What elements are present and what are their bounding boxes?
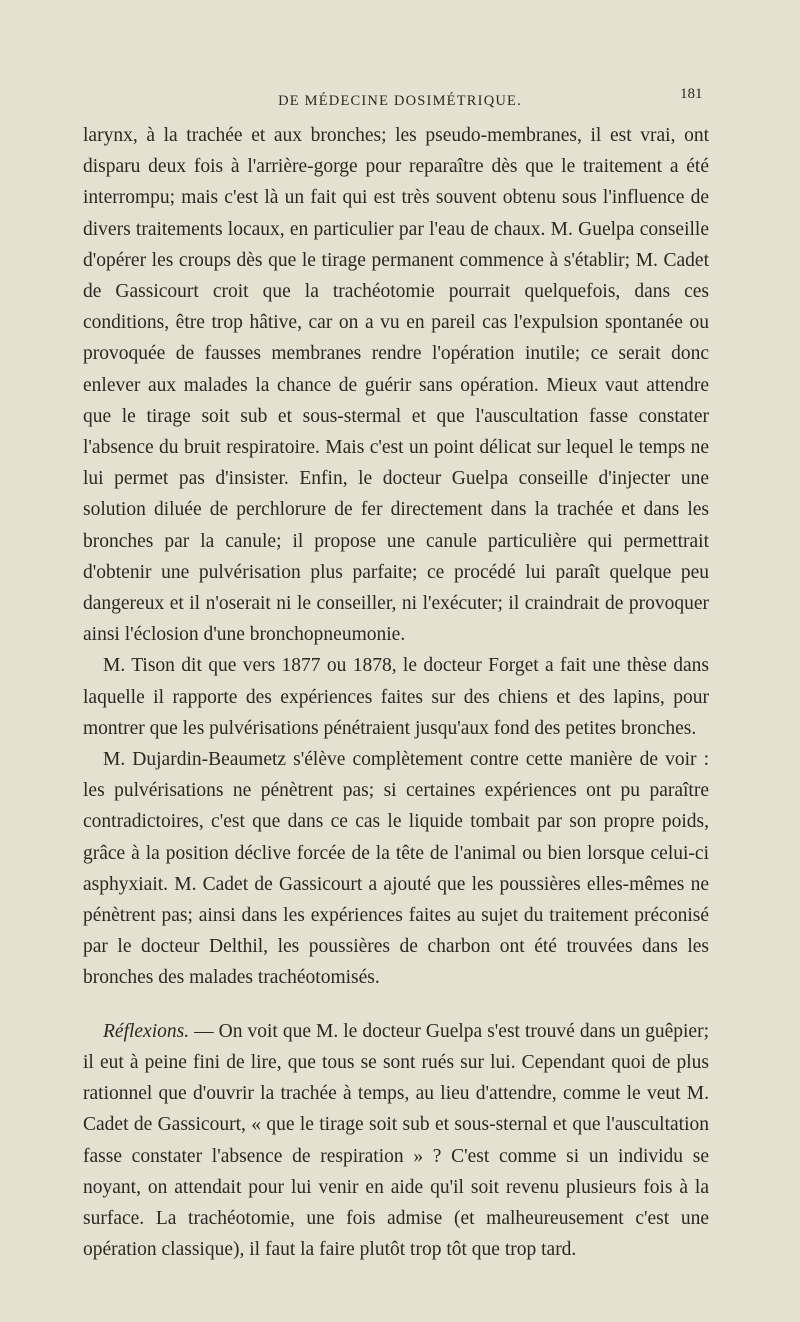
running-title: DE MÉDECINE DOSIMÉTRIQUE.	[278, 93, 522, 109]
reflexions-text: — On voit que M. le docteur Guelpa s'est trouvé dans un guêpier; il eut à peine fini de lire, que tous se sont rués sur lui. Cependant quoi de plus rationnel que d'ouvrir la trachée à temps, au lieu d'attendre, comme le veut M. Cadet de Gassicourt, « que le tirage soit sub et sous-sternal et que l'auscultation fasse constater l'absence de respiration » ? C'est comme si un individu se noyant, on attendait pour lui venir en aide qu'il soit revenu plusieurs fois à la surface. La trachéotomie, une fois admise (et malheureusement c'est une opération classique), il faut la faire plutôt trop tôt que trop tard.	[83, 1020, 709, 1261]
paragraph-tison: M. Tison dit que vers 1877 ou 1878, le docteur Forget a fait une thèse dans laquelle il rapporte des expériences faites sur des chiens et des lapins, pour montrer que les pulvérisations pénétraient jusqu'aux fond des petites bronches.	[83, 655, 709, 739]
paragraph-dujardin-beaumetz: M. Dujardin-Beaumetz s'élève complètement contre cette manière de voir : les pulvérisations ne pénètrent pas; si certaines expériences ont pu paraître contradictoires, c'est que dans ce cas le liquide tombait par son propre poids, grâce à la position déclive forcée de la tête de l'animal ou bien lorsque celui-ci asphyxiait. M. Cadet de Gassicourt a ajouté que les poussières elles-mêmes ne pénètrent pas; ainsi dans les expériences faites au sujet du traitement préconisé par le docteur Delthil, les poussières de charbon ont été trouvées dans les bronches des malades trachéotomisés.	[83, 749, 709, 989]
paragraph-reflexions	[83, 1016, 709, 1266]
paragraph-continuation: larynx, à la trachée et aux bronches; les pseudo-membranes, il est vrai, ont disparu deux fois à l'arrière-gorge pour reparaître dès que le traitement a été interrompu; mais c'est là un fait qui est très souvent obtenu sous l'influence de divers traitements locaux, en particulier par l'eau de chaux. M. Guelpa conseille d'opérer les croups dès que le tirage permanent commence à s'établir; M. Cadet de Gassicourt croit que la trachéotomie pourrait quelquefois, dans ces conditions, être trop hâtive, car on a vu en pareil cas l'expulsion spontanée ou provoquée de fausses membranes rendre l'opération inutile; ce serait donc enlever aux malades la chance de guérir sans opération. Mieux vaut attendre que le tirage soit sub et sous-stermal et que l'auscultation fasse constater l'absence du bruit respiratoire. Mais c'est un point délicat sur lequel le temps ne lui permet pas d'insister. Enfin, le docteur Guelpa conseille d'injecter une solution diluée de perchlorure de fer directement dans la trachée et dans les bronches par la canule; il propose une canule particulière qui permettrait d'obtenir une pulvérisation plus parfaite; ce procédé lui paraît quelque peu dangereux et il n'oserait ni le conseiller, ni l'exécuter; il craindrait de provoquer ainsi l'éclosion d'une bronchopneumonie.	[83, 125, 709, 646]
reflexions-label: Réflexions.	[103, 1020, 190, 1042]
body-text	[83, 120, 709, 1265]
page-number: 181	[680, 86, 703, 102]
